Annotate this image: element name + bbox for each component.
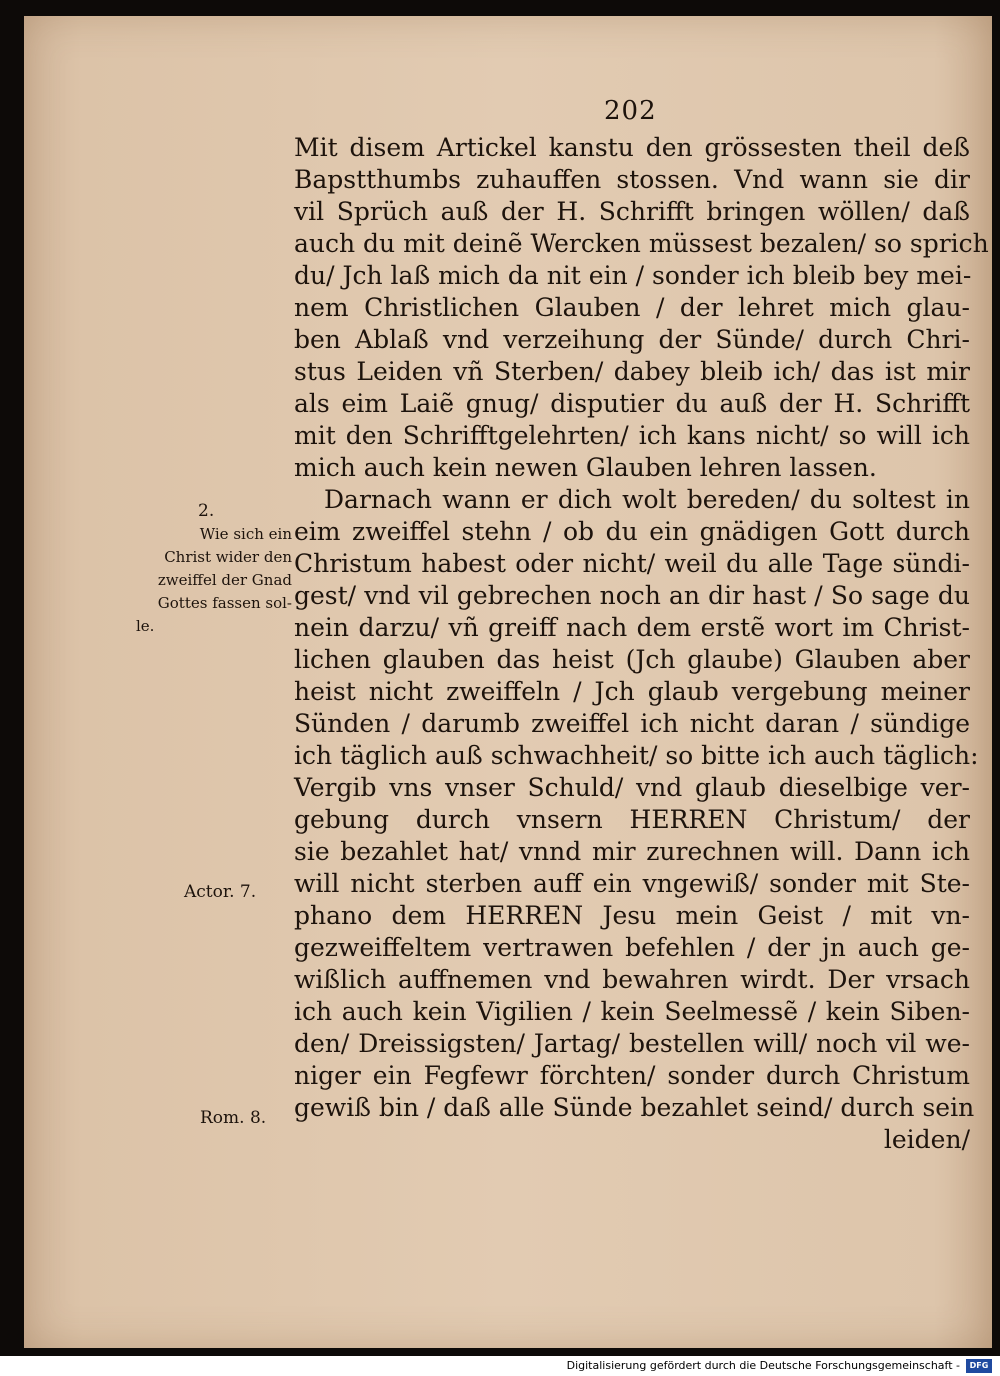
text-line: sie bezahlet hat/ vnnd mir zurechnen will. Dann ich (294, 837, 970, 866)
text-line: Sünden / darumb zweiffel ich nicht daran / sündige (294, 709, 970, 738)
page-number: 202 (604, 96, 657, 126)
text-line: auch du mit deinẽ Wercken müssest bezalen/ so sprich (294, 229, 989, 258)
text-line: Bapstthumbs zuhauffen stossen. Vnd wann sie dir (294, 165, 970, 194)
text-line: eim zweiffel stehn / ob du ein gnädigen Gott durch (294, 517, 970, 546)
text-line: ich auch kein Vigilien / kein Seelmessẽ / kein Siben- (294, 997, 970, 1026)
main-text-block (294, 132, 989, 1156)
text-line: gezweiffeltem vertrawen befehlen / der jn auch ge- (294, 933, 970, 962)
margin-note-line: Wie sich ein (199, 525, 292, 543)
margin-reference-actor: Actor. 7. (184, 882, 257, 902)
text-line: mich auch kein newen Glauben lehren lassen. (294, 453, 877, 482)
text-line: nem Christlichen Glauben / der lehret mich glau- (294, 293, 970, 322)
text-line: phano dem HERREN Jesu mein Geist / mit vn- (294, 901, 970, 930)
text-line: mit den Schrifftgelehrten/ ich kans nicht/ so will ich (294, 421, 970, 450)
margin-note-number: 2. (198, 501, 215, 521)
text-line: du/ Jch laß mich da nit ein / sonder ich bleib bey mei- (294, 261, 972, 290)
text-line: Christum habest oder nicht/ weil du alle Tage sündi- (294, 549, 970, 578)
text-line: ich täglich auß schwachheit/ so bitte ich auch täglich: (294, 741, 979, 770)
margin-note-2 (136, 500, 292, 638)
dfg-logo-icon: DFG (966, 1359, 992, 1373)
text-line: will nicht sterben auff ein vngewiß/ sonder mit Ste- (294, 869, 970, 898)
text-line: gewiß bin / daß alle Sünde bezahlet seind/ durch sein (294, 1093, 975, 1122)
text-line: Darnach wann er dich wolt bereden/ du soltest in (324, 485, 970, 514)
margin-note-line: le. (136, 617, 155, 635)
catchword: leiden/ (883, 1125, 970, 1154)
text-line: gebung durch vnsern HERREN Christum/ der (294, 805, 970, 834)
text-line: heist nicht zweiffeln / Jch glaub vergebung meiner (294, 677, 970, 706)
margin-note-line: Gottes fassen sol- (157, 594, 292, 612)
text-line: niger ein Fegfewr förchten/ sonder durch Christum (294, 1061, 970, 1090)
text-line: den/ Dreissigsten/ Jartag/ bestellen will/ noch vil we- (294, 1029, 970, 1058)
text-line: Vergib vns vnser Schuld/ vnd glaub dieselbige ver- (294, 773, 970, 802)
funding-notice: Digitalisierung gefördert durch die Deutsche Forschungsgemeinschaft - (566, 1359, 960, 1372)
text-line: vil Sprüch auß der H. Schrifft bringen wöllen/ daß (294, 197, 970, 226)
margin-note-line: Christ wider den (164, 548, 292, 566)
text-line: ben Ablaß vnd verzeihung der Sünde/ durch Chri- (294, 325, 970, 354)
book-page (24, 16, 992, 1348)
text-line: stus Leiden vñ Sterben/ dabey bleib ich/ das ist mir (294, 357, 970, 386)
text-line: als eim Laiẽ gnug/ disputier du auß der H. Schrifft (294, 389, 970, 418)
text-line: Mit disem Artickel kanstu den grössesten theil deß (294, 133, 970, 162)
text-line: wißlich auffnemen vnd bewahren wirdt. Der vrsach (294, 965, 970, 994)
margin-reference-rom: Rom. 8. (200, 1108, 267, 1128)
margin-note-line: zweiffel der Gnad (157, 571, 292, 589)
text-line: gest/ vnd vil gebrechen noch an dir hast / So sage du (294, 581, 970, 610)
text-line: lichen glauben das heist (Jch glaube) Glauben aber (294, 645, 970, 674)
footer-bar (0, 1356, 1000, 1376)
text-line: nein darzu/ vñ greiff nach dem erstẽ wort im Christ- (294, 613, 970, 642)
